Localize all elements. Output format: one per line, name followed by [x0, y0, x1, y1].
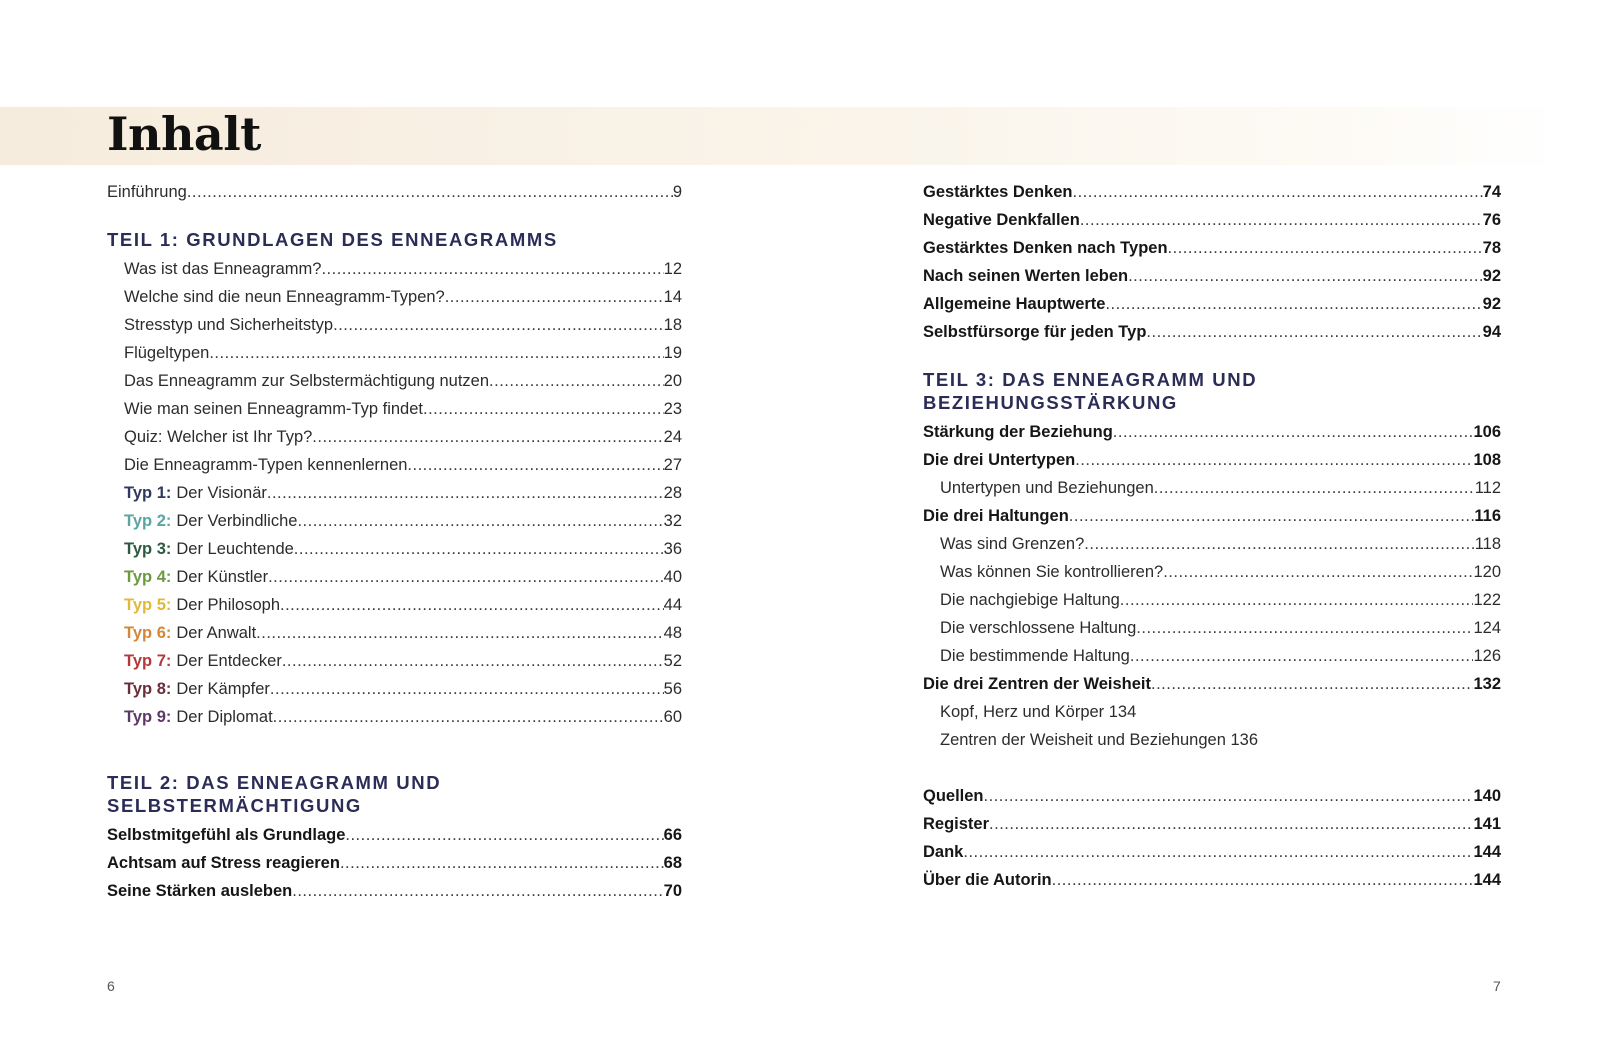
toc-entry[interactable]: [923, 558, 1501, 586]
dot-leader: [340, 849, 664, 877]
toc-label: Negative Denkfallen: [923, 211, 1080, 229]
toc-entry-type[interactable]: [107, 563, 682, 591]
toc-page: 120: [1473, 563, 1501, 581]
toc-entry[interactable]: [107, 255, 682, 283]
toc-entry[interactable]: [923, 838, 1501, 866]
dot-leader: [1075, 446, 1473, 474]
toc-entry-type[interactable]: [107, 535, 682, 563]
toc-label: Das Enneagramm zur Selbstermächtigung nutzen: [124, 372, 490, 390]
toc-label: Der Leuchtende: [176, 540, 294, 558]
dot-leader: [963, 838, 1473, 866]
toc-label: Die Enneagramm-Typen kennenlernen: [124, 456, 408, 474]
toc-page: 18: [663, 316, 682, 334]
dot-leader: [445, 283, 664, 311]
toc-page: 56: [663, 680, 682, 698]
part3-heading: [923, 368, 1501, 414]
dot-leader: [333, 311, 664, 339]
type-prefix: Typ 9:: [124, 708, 172, 726]
toc-entry[interactable]: [923, 234, 1501, 262]
dot-leader: [345, 821, 663, 849]
dot-leader: [1084, 530, 1474, 558]
type-prefix: Typ 8:: [124, 680, 172, 698]
toc-page: 108: [1473, 451, 1501, 469]
toc-page: 19: [663, 344, 682, 362]
dot-leader: [1080, 206, 1483, 234]
toc-entry[interactable]: [923, 178, 1501, 206]
dot-leader: [267, 479, 664, 507]
toc-page: 20: [663, 372, 682, 390]
toc-entry-staerkung[interactable]: [923, 418, 1501, 446]
toc-page: 76: [1482, 211, 1501, 229]
dot-leader: [209, 339, 663, 367]
toc-entry[interactable]: [923, 318, 1501, 346]
toc-label: Quellen: [923, 787, 984, 805]
toc-entry[interactable]: [923, 586, 1501, 614]
toc-entry[interactable]: [107, 821, 682, 849]
dot-leader: [1136, 614, 1473, 642]
type-prefix: Typ 1:: [124, 484, 172, 502]
toc-label: Der Kämpfer: [176, 680, 270, 698]
toc-label: Die bestimmende Haltung: [940, 647, 1130, 665]
toc-label: Gestärktes Denken: [923, 183, 1073, 201]
toc-page: 118: [1474, 535, 1501, 553]
dot-leader: [1120, 586, 1474, 614]
dot-leader: [256, 619, 663, 647]
dot-leader: [1073, 178, 1483, 206]
toc-page: 9: [672, 183, 682, 201]
toc-entry[interactable]: [923, 530, 1501, 558]
toc-page: 24: [663, 428, 682, 446]
toc-label: Kopf, Herz und Körper 134: [940, 703, 1137, 721]
toc-label: Achtsam auf Stress reagieren: [107, 854, 340, 872]
part3-heading-line2: BEZIEHUNGSSTÄRKUNG: [923, 392, 1178, 413]
toc-entry[interactable]: [107, 283, 682, 311]
type-prefix: Typ 4:: [124, 568, 172, 586]
dot-leader: [1069, 502, 1475, 530]
toc-page: 12: [663, 260, 682, 278]
toc-entry-intro[interactable]: [107, 178, 682, 206]
toc-entry[interactable]: [107, 395, 682, 423]
toc-page: 36: [663, 540, 682, 558]
dot-leader: [407, 451, 663, 479]
dot-leader: [423, 395, 664, 423]
toc-page: 92: [1482, 295, 1501, 313]
toc-entry[interactable]: [107, 367, 682, 395]
toc-label: Selbstmitgefühl als Grundlage: [107, 826, 346, 844]
toc-page: 94: [1482, 323, 1501, 341]
toc-label: Was sind Grenzen?: [940, 535, 1085, 553]
toc-label: Untertypen und Beziehungen: [940, 479, 1154, 497]
dot-leader: [268, 563, 664, 591]
toc-entry[interactable]: [107, 849, 682, 877]
toc-page: 28: [663, 484, 682, 502]
part3-heading-line1: TEIL 3: DAS ENNEAGRAMM UND: [923, 369, 1258, 390]
toc-entry-type[interactable]: [107, 591, 682, 619]
toc-label: Der Verbindliche: [176, 512, 298, 530]
toc-page: 52: [663, 652, 682, 670]
toc-label: Die verschlossene Haltung: [940, 619, 1137, 637]
toc-entry[interactable]: [923, 262, 1501, 290]
toc-page: 48: [663, 624, 682, 642]
toc-page: 60: [663, 708, 682, 726]
toc-label: Quiz: Welcher ist Ihr Typ?: [124, 428, 313, 446]
dot-leader: [321, 255, 663, 283]
toc-page: 132: [1473, 675, 1501, 693]
toc-page: 140: [1473, 787, 1501, 805]
toc-label: Stärkung der Beziehung: [923, 423, 1113, 441]
toc-entry[interactable]: [923, 290, 1501, 318]
toc-page: 40: [663, 568, 682, 586]
dot-leader: [270, 675, 664, 703]
dot-leader: [984, 782, 1474, 810]
toc-label: Die nachgiebige Haltung: [940, 591, 1120, 609]
part1-heading: TEIL 1: GRUNDLAGEN DES ENNEAGRAMMS: [107, 229, 558, 250]
toc-entry-zentren[interactable]: [923, 670, 1501, 698]
toc-entry[interactable]: [923, 782, 1501, 810]
toc-label: Der Entdecker: [176, 652, 282, 670]
toc-entry[interactable]: [107, 311, 682, 339]
toc-label: Über die Autorin: [923, 871, 1052, 889]
page-number-right: 7: [1493, 978, 1501, 994]
toc-entry-haltungen[interactable]: [923, 502, 1501, 530]
toc-label: Die drei Haltungen: [923, 507, 1069, 525]
toc-right-column: [923, 178, 1501, 894]
toc-label: Gestärktes Denken nach Typen: [923, 239, 1168, 257]
toc-label: Was können Sie kontrollieren?: [940, 563, 1164, 581]
dot-leader: [1130, 642, 1474, 670]
type-prefix: Typ 3:: [124, 540, 172, 558]
toc-page: 78: [1482, 239, 1501, 257]
type-prefix: Typ 2:: [124, 512, 172, 530]
dot-leader: [989, 810, 1473, 838]
toc-entry[interactable]: [923, 866, 1501, 894]
toc-page: 122: [1473, 591, 1501, 609]
dot-leader: [1146, 318, 1482, 346]
toc-label: Zentren der Weisheit und Beziehungen 136: [940, 731, 1258, 749]
toc-page: 27: [663, 456, 682, 474]
dot-leader: [1113, 418, 1474, 446]
toc-page: 32: [663, 512, 682, 530]
toc-entry[interactable]: [107, 339, 682, 367]
toc-entry-untertypen-beziehungen[interactable]: [923, 474, 1501, 502]
toc-page: 112: [1474, 479, 1501, 497]
toc-page: 23: [663, 400, 682, 418]
toc-entry[interactable]: [923, 206, 1501, 234]
dot-leader: [489, 367, 664, 395]
toc-page: 106: [1473, 423, 1501, 441]
toc-page: 44: [663, 596, 682, 614]
toc-entry[interactable]: [923, 698, 1501, 726]
dot-leader: [1128, 262, 1483, 290]
dot-leader: [312, 423, 663, 451]
toc-entry[interactable]: [107, 451, 682, 479]
toc-entry-untertypen[interactable]: [923, 446, 1501, 474]
toc-label: Was ist das Enneagramm?: [124, 260, 322, 278]
toc-label: Selbstfürsorge für jeden Typ: [923, 323, 1147, 341]
toc-label: Der Künstler: [176, 568, 269, 586]
dot-leader: [297, 507, 663, 535]
dot-leader: [187, 178, 673, 206]
dot-leader: [1154, 474, 1475, 502]
toc-page: 116: [1474, 507, 1501, 525]
toc-label: Der Anwalt: [176, 624, 257, 642]
type-prefix: Typ 5:: [124, 596, 172, 614]
toc-entry[interactable]: [107, 877, 682, 905]
dot-leader: [1168, 234, 1483, 262]
toc-label: Welche sind die neun Enneagramm-Typen?: [124, 288, 445, 306]
toc-entry-type[interactable]: [107, 479, 682, 507]
toc-label: Der Visionär: [176, 484, 267, 502]
toc-entry[interactable]: [923, 810, 1501, 838]
part2-heading: [107, 771, 682, 817]
dot-leader: [292, 877, 663, 905]
toc-page: 70: [663, 882, 682, 900]
toc-label: Wie man seinen Enneagramm-Typ findet: [124, 400, 423, 418]
toc-entry-type[interactable]: [107, 507, 682, 535]
toc-label: Einführung: [107, 183, 187, 201]
toc-entry[interactable]: [923, 614, 1501, 642]
toc-label: Die drei Untertypen: [923, 451, 1076, 469]
dot-leader: [1151, 670, 1473, 698]
toc-label: Allgemeine Hauptwerte: [923, 295, 1106, 313]
toc-entry-type[interactable]: [107, 619, 682, 647]
toc-entry-type[interactable]: [107, 647, 682, 675]
toc-label: Der Philosoph: [176, 596, 281, 614]
dot-leader: [280, 591, 664, 619]
dot-leader: [1105, 290, 1482, 318]
toc-label: Register: [923, 815, 990, 833]
toc-entry-type[interactable]: [107, 675, 682, 703]
toc-entry[interactable]: [923, 726, 1501, 754]
toc-label: Der Diplomat: [176, 708, 273, 726]
toc-label: Flügeltypen: [124, 344, 210, 362]
dot-leader: [282, 647, 664, 675]
toc-entry[interactable]: [923, 642, 1501, 670]
toc-label: Stresstyp und Sicherheitstyp: [124, 316, 334, 334]
toc-entry[interactable]: [107, 423, 682, 451]
page-number-left: 6: [107, 978, 115, 994]
type-prefix: Typ 7:: [124, 652, 172, 670]
page-title: Inhalt: [107, 107, 261, 161]
toc-page: 124: [1473, 619, 1501, 637]
dot-leader: [273, 703, 664, 731]
toc-page: 74: [1482, 183, 1501, 201]
toc-page: 144: [1473, 871, 1501, 889]
toc-page: 68: [663, 854, 682, 872]
part2-heading-line1: TEIL 2: DAS ENNEAGRAMM UND: [107, 772, 442, 793]
dot-leader: [1163, 558, 1473, 586]
toc-page: 14: [663, 288, 682, 306]
type-prefix: Typ 6:: [124, 624, 172, 642]
toc-label: Die drei Zentren der Weisheit: [923, 675, 1152, 693]
toc-left-column: [107, 178, 682, 905]
dot-leader: [294, 535, 664, 563]
toc-page: 141: [1473, 815, 1501, 833]
toc-page: 126: [1473, 647, 1501, 665]
toc-entry-type[interactable]: [107, 703, 682, 731]
toc-label: Seine Stärken ausleben: [107, 882, 293, 900]
dot-leader: [1052, 866, 1474, 894]
toc-page: 144: [1473, 843, 1501, 861]
part2-heading-line2: SELBSTERMÄCHTIGUNG: [107, 795, 362, 816]
toc-page: 66: [663, 826, 682, 844]
toc-label: Nach seinen Werten leben: [923, 267, 1129, 285]
toc-label: Dank: [923, 843, 964, 861]
toc-page: 92: [1482, 267, 1501, 285]
